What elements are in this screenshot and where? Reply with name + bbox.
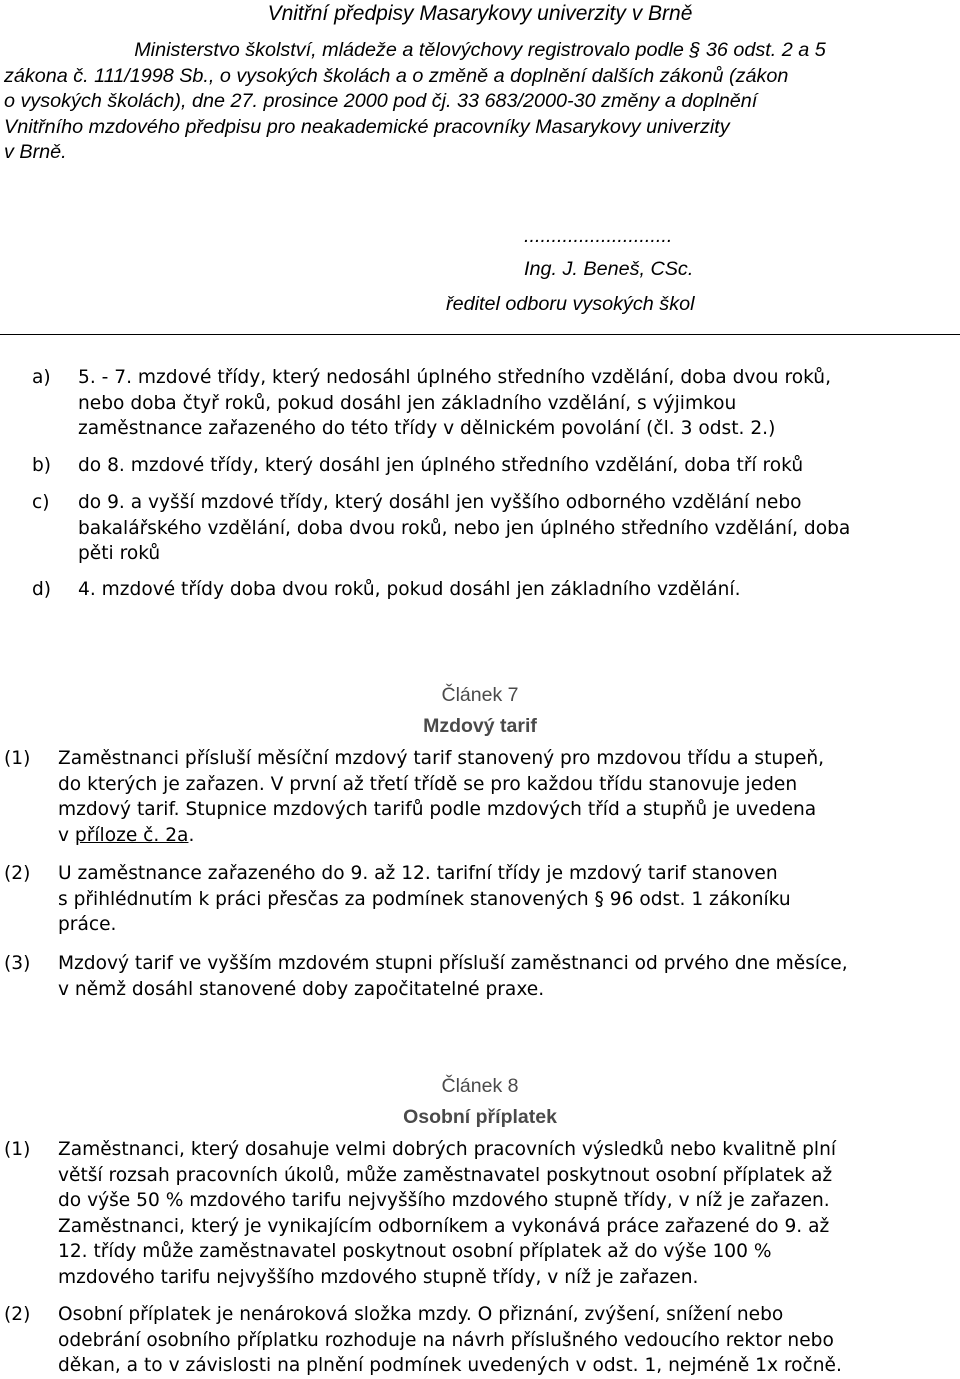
list-line: do 9. a vyšší mzdové třídy, který dosáhl jen vyššího odborného vzdělání nebo <box>78 492 802 513</box>
list-line: zaměstnance zařazeného do této třídy v dělnickém povolání (čl. 3 odst. 2.) <box>78 418 776 439</box>
article-7-paragraph-2 <box>4 861 958 941</box>
paragraph-number: (2) <box>4 863 31 884</box>
paragraph-text: v <box>58 824 75 846</box>
list-line: bakalářského vzdělání, doba dvou roků, nebo jen úplného středního vzdělání, doba <box>78 517 851 539</box>
article-8-number: Článek 8 <box>441 1075 519 1097</box>
paragraph-number: (1) <box>4 748 31 769</box>
paragraph-number: (2) <box>4 1304 31 1325</box>
list-marker: b) <box>32 454 52 476</box>
intro-line: v Brně. <box>4 141 67 163</box>
paragraph-line: mzdový tarif. Stupnice mzdových tarifů podle mzdových tříd a stupňů je uvedena <box>58 799 817 820</box>
list-marker: d) <box>32 578 52 600</box>
list-line: 5. - 7. mzdové třídy, který nedosáhl úplného středního vzdělání, doba dvou roků, <box>78 367 831 388</box>
signatory-role: ředitel odboru vysokých škol <box>446 293 695 315</box>
list-item <box>32 365 957 442</box>
intro-line: Ministerstvo školství, mládeže a tělovýchovy registrovalo podle § 36 odst. 2 a 5 <box>134 39 826 61</box>
paragraph-number: (3) <box>4 953 31 974</box>
article-8-paragraph-1 <box>4 1137 958 1292</box>
paragraph-line: větší rozsah pracovních úkolů, může zaměstnavatel poskytnout osobní příplatek až <box>58 1164 833 1186</box>
paragraph-line: do výše 50 % mzdového tarifu nejvyššího mzdového stupně třídy, v níž je zařazen. <box>58 1190 830 1211</box>
paragraph-line: U zaměstnance zařazeného do 9. až 12. tarifní třídy je mzdový tarif stanoven <box>58 863 778 884</box>
intro-line: o vysokých školách), dne 27. prosince 2000 pod čj. 33 683/2000-30 změny a doplnění <box>4 90 758 112</box>
article-7-number: Článek 7 <box>441 684 519 706</box>
paragraph-line: v němž dosáhl stanovené doby započitatelné praxe. <box>58 978 545 1000</box>
page-header-title: Vnitřní předpisy Masarykovy univerzity v Brně <box>267 2 693 25</box>
list-item <box>32 490 957 567</box>
article-7-title: Mzdový tarif <box>423 715 537 737</box>
list-marker: a) <box>32 367 51 388</box>
article-7-paragraph-3 <box>4 951 958 1006</box>
paragraph-line: Zaměstnanci přísluší měsíční mzdový tarif stanovený pro mzdovou třídu a stupeň, <box>58 748 825 769</box>
list-item <box>32 577 957 603</box>
article-8-title: Osobní příplatek <box>403 1106 557 1128</box>
paragraph-line: Zaměstnanci, který dosahuje velmi dobrých pracovních výsledků nebo kvalitně plní <box>58 1139 837 1160</box>
list-line: do 8. mzdové třídy, který dosáhl jen úplného středního vzdělání, doba tří roků <box>78 454 804 476</box>
paragraph-line <box>58 823 824 849</box>
list-line: 4. mzdové třídy doba dvou roků, pokud dosáhl jen základního vzdělání. <box>78 578 741 600</box>
period-list <box>32 365 957 610</box>
intro-line: zákona č. 111/1998 Sb., o vysokých školách a o změně a doplnění dalších zákonů (zákon <box>4 64 789 87</box>
paragraph-line: s přihlédnutím k práci přesčas za podmínek stanovených § 96 odst. 1 zákoníku <box>58 888 791 910</box>
annex-2a-link[interactable]: příloze č. 2a <box>74 824 189 846</box>
horizontal-divider <box>0 334 960 335</box>
intro-line: Vnitřního mzdového předpisu pro neakademické pracovníky Masarykovy univerzity <box>4 115 730 138</box>
list-item <box>32 453 957 479</box>
paragraph-line: Mzdový tarif ve vyšším mzdovém stupni přísluší zaměstnanci od prvého dne měsíce, <box>58 953 848 974</box>
paragraph-text: . <box>188 824 195 846</box>
list-line: nebo doba čtyř roků, pokud dosáhl jen základního vzdělání, s výjimkou <box>78 392 737 414</box>
paragraph-line: mzdového tarifu nejvyššího mzdového stupně třídy, v níž je zařazen. <box>58 1266 699 1288</box>
paragraph-line: práce. <box>58 914 117 935</box>
paragraph-line: 12. třídy může zaměstnavatel poskytnout osobní příplatek až do výše 100 % <box>58 1241 772 1262</box>
paragraph-line: odebrání osobního příplatku rozhoduje na návrh příslušného vedoucího rektor nebo <box>58 1329 834 1351</box>
paragraph-line: do kterých je zařazen. V první až třetí třídě se pro každou třídu stanovuje jeden <box>58 773 798 795</box>
list-line: pěti roků <box>78 543 161 564</box>
paragraph-line: Osobní příplatek je nenároková složka mzdy. O přiznání, zvýšení, snížení nebo <box>58 1304 784 1325</box>
signatory-name: Ing. J. Beneš, CSc. <box>524 258 694 280</box>
paragraph-line: děkan, a to v závislosti na plnění podmínek uvedených v odst. 1, nejméně 1x ročně. <box>58 1355 842 1376</box>
paragraph-number: (1) <box>4 1139 31 1160</box>
signature-dots: ........................... <box>524 225 673 247</box>
article-7-paragraph-1 <box>4 746 958 856</box>
list-marker: c) <box>32 492 50 513</box>
article-8-paragraph-2 <box>4 1302 958 1379</box>
paragraph-line: Zaměstnanci, který je vynikajícím odborníkem a vykonává práce zařazené do 9. až <box>58 1215 830 1237</box>
registration-note <box>4 38 956 166</box>
